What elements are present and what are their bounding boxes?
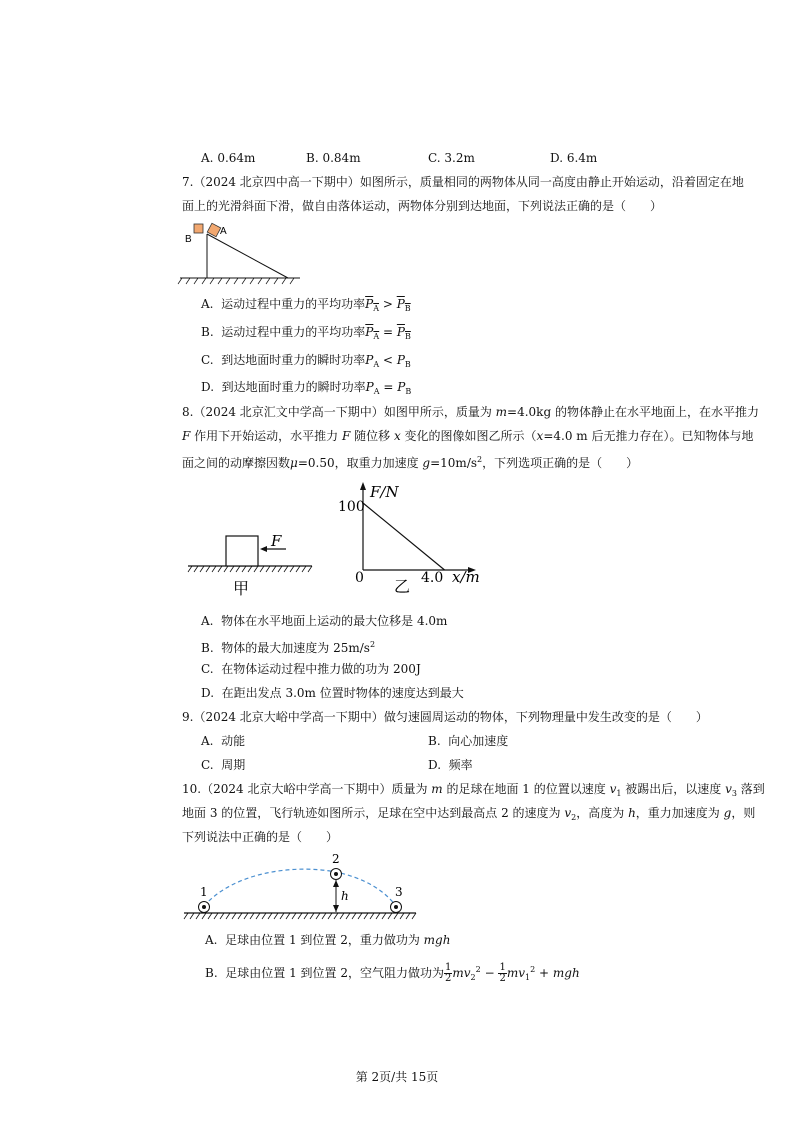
q7-option-c: C. 到达地面时重力的瞬时功率$P_A < P_B$ — [201, 353, 411, 369]
q9-option-b: B. 向心加速度 — [428, 734, 509, 748]
q7-label-a: A — [220, 226, 227, 237]
q8-option-d: D. 在距出发点 3.0m 位置时物体的速度达到最大 — [201, 686, 464, 700]
q10-label-2: 2 — [332, 852, 340, 866]
q10-ball-1 — [199, 902, 210, 913]
q6-option-a: A. 0.64m — [201, 151, 256, 165]
q10-label-1: 1 — [200, 885, 208, 899]
q7-block-b — [194, 224, 203, 233]
q8-x-axis-label: x/m — [452, 568, 480, 586]
q9-option-a: A. 动能 — [201, 734, 246, 748]
q6-option-c: C. 3.2m — [428, 151, 475, 165]
q8-caption-jia: 甲 — [233, 579, 250, 598]
q8-force-line — [363, 503, 445, 570]
q10-stem-line1: 10.（2024 北京大峪中学高一下期中）质量为 m 的足球在地面 1 的位置以速度 $v_1$ 被踢出后，以速度 $v_3$ 落到 — [182, 782, 765, 798]
q7-option-b: B. 运动过程中重力的平均功率$P_A = P_B$ — [201, 325, 411, 341]
q10-label-h: h — [341, 889, 349, 903]
q8-block — [226, 536, 258, 566]
q8-option-b: B. 物体的最大加速度为 $25m/s^2$ — [201, 640, 376, 655]
q9-option-c: C. 周期 — [201, 758, 246, 772]
q10-label-3: 3 — [395, 885, 403, 899]
q8-stem-line2: F 作用下开始运动，水平推力 F 随位移 x 变化的图像如图乙所示（x=4.0 m 后无推力存在）。已知物体与地 — [182, 429, 754, 443]
q10-fraction-1: $\frac{1}{2}$ — [445, 962, 452, 984]
q8-x-tick: 4.0 — [421, 570, 444, 586]
q8-option-c: C. 在物体运动过程中推力做的功为 200J — [201, 662, 421, 676]
q10-stem-line3: 下列说法中正确的是（ ） — [182, 830, 339, 844]
q7-incline-figure — [180, 220, 300, 286]
q9-stem: 9.（2024 北京大峪中学高一下期中）做匀速圆周运动的物体，下列物理量中发生改变的是（ ） — [182, 710, 708, 724]
q8-figure-jia — [188, 528, 312, 600]
q8-y-axis-label: F/N — [370, 483, 399, 501]
page-footer: 第 2页/共 15页 — [355, 1070, 439, 1084]
q8-stem-line1: 8.（2024 北京汇文中学高一下期中）如图甲所示，质量为 m=4.0kg 的物体静止在水平地面上，在水平推力 — [182, 405, 759, 419]
q7-option-d: D. 到达地面时重力的瞬时功率$P_A = P_B$ — [201, 380, 412, 396]
q7-label-b: B — [185, 234, 192, 245]
q8-stem-line3: 面之间的动摩擦因数μ=0.50，取重力加速度 $g=10m/s^2$，下列选项正确的是（ ） — [182, 455, 639, 470]
q8-option-a: A. 物体在水平地面上运动的最大位移是 4.0m — [201, 614, 448, 628]
q10-trajectory-figure — [184, 850, 416, 922]
q6-option-b: B. 0.84m — [306, 151, 361, 165]
q8-y-tick: 100 — [338, 499, 365, 515]
q7-option-a: A. 运动过程中重力的平均功率$P_A > P_B$ — [201, 297, 411, 313]
q8-figure-yi — [330, 478, 490, 596]
q8-force-label: F — [271, 532, 282, 550]
q8-caption-yi: 乙 — [394, 577, 411, 596]
q10-stem-line2: 地面 3 的位置，飞行轨迹如图所示，足球在空中达到最高点 2 的速度为 $v_2$，高度为 h，重力加速度为 g，则 — [182, 806, 756, 822]
q10-ball-3 — [391, 902, 402, 913]
q10-option-b: B. 足球由位置 1 到位置 2，空气阻力做功为 $\frac{1}{2}$ $mv_2^2$ − $\frac{1}{2}$ $mv_1^2$ + mgh — [205, 962, 580, 984]
q10-trajectory-path — [204, 869, 396, 906]
q6-option-d: D. 6.4m — [550, 151, 598, 165]
q7-stem-line2: 面上的光滑斜面下滑，做自由落体运动，两物体分别到达地面，下列说法正确的是（ ） — [182, 199, 663, 213]
q8-origin: 0 — [355, 570, 364, 586]
q10-ball-2 — [331, 869, 342, 880]
q9-option-d: D. 频率 — [428, 758, 473, 772]
q10-option-a: A. 足球由位置 1 到位置 2，重力做功为 mgh — [205, 933, 451, 947]
q7-stem-line1: 7.（2024 北京四中高一下期中）如图所示，质量相同的两物体从同一高度由静止开始运动，沿着固定在地 — [182, 175, 744, 189]
q10-fraction-2: $\frac{1}{2}$ — [499, 962, 506, 984]
